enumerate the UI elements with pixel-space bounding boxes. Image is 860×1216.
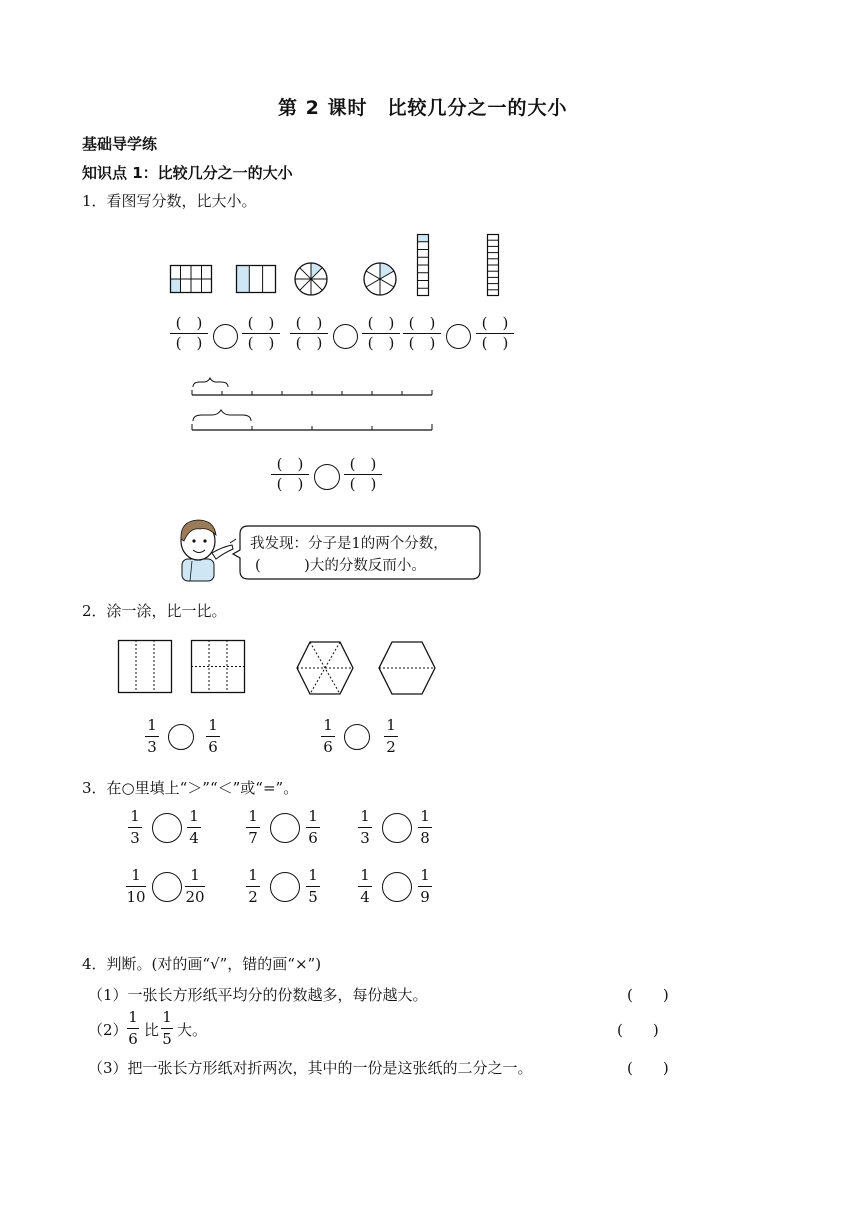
q4-prompt: 4．判断。(对的画“√”，错的画“×”) — [82, 955, 322, 973]
hexagon-divided-6[interactable] — [296, 641, 354, 695]
fraction: 1 3 — [128, 807, 142, 848]
blank-fraction[interactable]: ( ) ( ) — [362, 315, 400, 352]
grid-figure-3-parts — [236, 265, 276, 293]
blank-fraction[interactable]: ( ) ( ) — [271, 456, 309, 493]
q4-item-2-prefix: （2） — [88, 1021, 128, 1039]
compare-circle[interactable] — [382, 813, 412, 843]
compare-circle[interactable] — [382, 872, 412, 902]
compare-circle[interactable] — [152, 872, 182, 902]
circle-figure-8-parts — [294, 262, 328, 296]
square-divided-3[interactable] — [118, 640, 172, 693]
fraction: 1 4 — [187, 807, 201, 848]
knowledge-point-heading: 知识点 1：比较几分之一的大小 — [82, 164, 293, 182]
grid-figure-8-parts — [170, 265, 212, 293]
blank-fraction[interactable]: ( ) ( ) — [403, 315, 441, 352]
fraction: 1 10 — [126, 866, 146, 906]
compare-circle[interactable] — [314, 464, 340, 490]
speech-line-1: 我发现：分子是1的两个分数， — [250, 536, 448, 552]
q1-prompt: 1．看图写分数，比大小。 — [82, 192, 257, 210]
bar-figure-10-parts — [487, 234, 499, 296]
fraction: 1 4 — [358, 866, 372, 907]
compare-circle[interactable] — [446, 324, 471, 349]
answer-blank[interactable]: ( ) — [617, 1021, 659, 1039]
compare-circle[interactable] — [213, 324, 238, 349]
answer-blank[interactable]: ( ) — [627, 986, 669, 1004]
q3-prompt: 3．在○里填上“＞”“＜”或“=”。 — [82, 779, 299, 797]
q2-prompt: 2．涂一涂，比一比。 — [82, 602, 227, 620]
boy-illustration — [172, 517, 238, 581]
fraction: 1 5 — [162, 1008, 172, 1048]
blank-fraction[interactable]: ( ) ( ) — [290, 315, 328, 352]
page-title: 第 2 课时 比较几分之一的大小 — [278, 97, 568, 119]
fraction: 1 2 — [384, 716, 398, 757]
square-divided-6[interactable] — [191, 640, 245, 693]
blank-fraction[interactable]: ( ) ( ) — [242, 315, 280, 352]
circle-figure-6-parts — [363, 262, 397, 296]
answer-blank[interactable]: ( ) — [627, 1059, 669, 1077]
hexagon-divided-2[interactable] — [378, 641, 436, 695]
q4-item-1: （1）一张长方形纸平均分的份数越多，每份越大。 — [88, 986, 428, 1004]
blank-fraction[interactable]: ( ) ( ) — [170, 315, 208, 352]
compare-circle[interactable] — [168, 724, 194, 750]
q4-item-2-mid: 比 — [144, 1021, 160, 1039]
blank-fraction[interactable]: ( ) ( ) — [476, 315, 514, 352]
fraction: 1 3 — [145, 716, 159, 757]
segment-line-4-parts — [190, 409, 435, 433]
fraction: 1 20 — [185, 866, 205, 906]
segment-line-8-parts — [190, 378, 435, 398]
fraction: 1 8 — [418, 807, 432, 848]
blank-fraction[interactable]: ( ) ( ) — [344, 456, 382, 493]
compare-circle[interactable] — [152, 813, 182, 843]
compare-circle[interactable] — [270, 813, 300, 843]
fraction: 1 3 — [358, 807, 372, 848]
fraction: 1 7 — [246, 807, 260, 848]
compare-circle[interactable] — [344, 724, 370, 750]
fraction: 1 5 — [306, 866, 320, 907]
fraction: 1 6 — [306, 807, 320, 848]
q4-item-3: （3）把一张长方形纸对折两次，其中的一份是这张纸的二分之一。 — [88, 1059, 533, 1077]
fraction: 1 9 — [418, 866, 432, 907]
compare-circle[interactable] — [270, 872, 300, 902]
fraction: 1 2 — [246, 866, 260, 907]
compare-circle[interactable] — [333, 324, 358, 349]
section-heading: 基础导学练 — [82, 135, 158, 153]
fraction: 1 6 — [128, 1008, 138, 1048]
fraction: 1 6 — [206, 716, 220, 757]
speech-line-2[interactable]: ( )大的分数反而小。 — [255, 558, 426, 574]
bar-figure-8-parts — [417, 234, 429, 296]
q4-item-2-suffix: 大。 — [177, 1021, 208, 1039]
fraction: 1 6 — [321, 716, 335, 757]
